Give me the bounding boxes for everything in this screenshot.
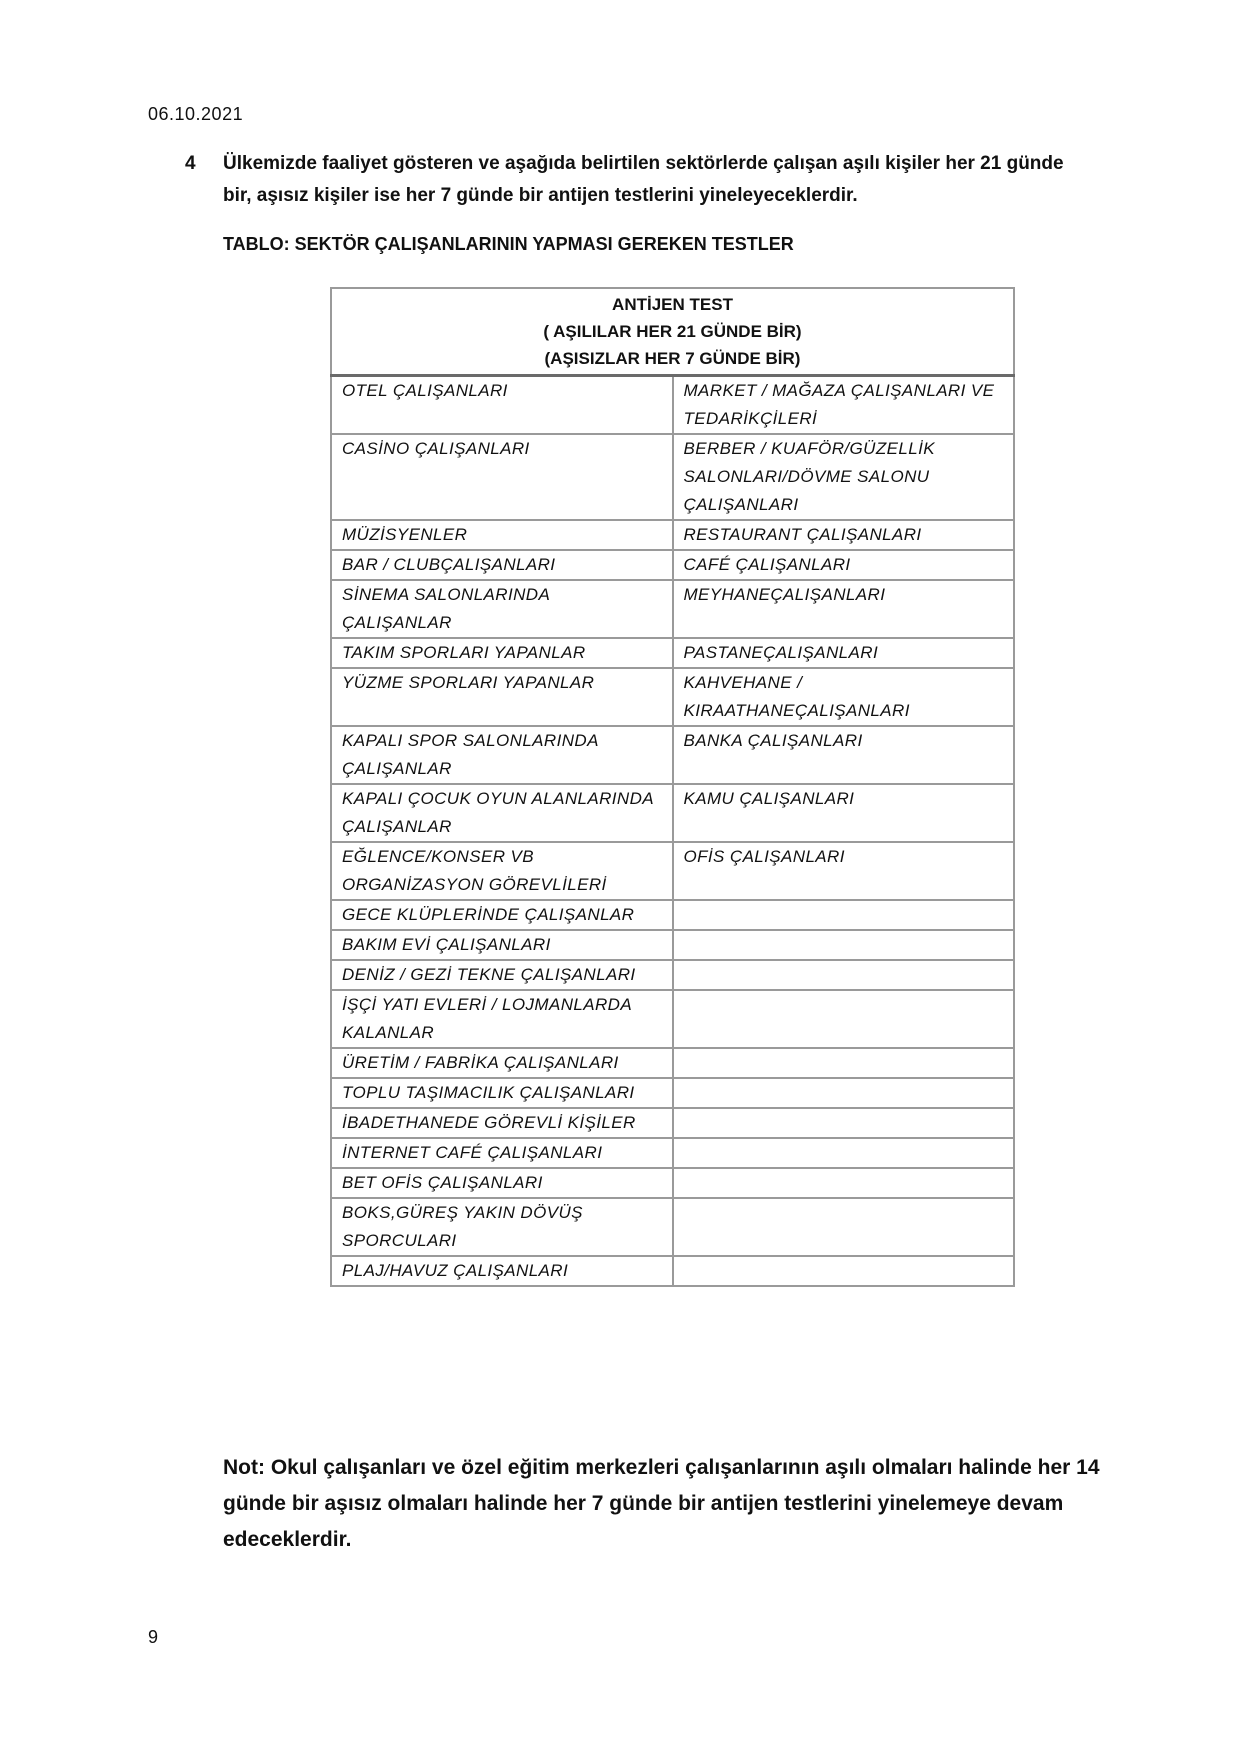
table-row <box>331 638 1014 668</box>
table-row <box>331 376 1014 435</box>
document-date: 06.10.2021 <box>148 104 244 124</box>
table-cell-left: EĞLENCE/KONSER VB ORGANİZASYON GÖREVLİLERİ <box>331 842 673 900</box>
table-row <box>331 1078 1014 1108</box>
table-cell-left: TOPLU TAŞIMACILIK ÇALIŞANLARI <box>331 1078 673 1108</box>
header-line-unvaccinated: (AŞISIZLAR HER 7 GÜNDE BİR) <box>544 349 801 368</box>
table-row <box>331 1198 1014 1256</box>
table-cell-left: PLAJ/HAVUZ ÇALIŞANLARI <box>331 1256 673 1286</box>
table-cell-right <box>673 960 1015 990</box>
table-cell-right: CAFÉ ÇALIŞANLARI <box>673 550 1015 580</box>
table-row <box>331 900 1014 930</box>
table-cell-right <box>673 1048 1015 1078</box>
table-row <box>331 960 1014 990</box>
table-cell-left: CASİNO ÇALIŞANLARI <box>331 434 673 520</box>
table-cell-right <box>673 930 1015 960</box>
table-row <box>331 1168 1014 1198</box>
table-cell-right <box>673 1256 1015 1286</box>
table-row <box>331 726 1014 784</box>
table-cell-right <box>673 1108 1015 1138</box>
table-cell-left: BET OFİS ÇALIŞANLARI <box>331 1168 673 1198</box>
table-row <box>331 434 1014 520</box>
table-cell-left: MÜZİSYENLER <box>331 520 673 550</box>
table-row <box>331 1048 1014 1078</box>
table-cell-left: BOKS,GÜREŞ YAKIN DÖVÜŞ SPORCULARI <box>331 1198 673 1256</box>
table-cell-right: RESTAURANT ÇALIŞANLARI <box>673 520 1015 550</box>
table-row <box>331 990 1014 1048</box>
table-cell-right: MARKET / MAĞAZA ÇALIŞANLARI VE TEDARİKÇİLERİ <box>673 376 1015 435</box>
table-cell-left: İNTERNET CAFÉ ÇALIŞANLARI <box>331 1138 673 1168</box>
table-cell-left: SİNEMA SALONLARINDA ÇALIŞANLAR <box>331 580 673 638</box>
table-cell-right <box>673 1198 1015 1256</box>
header-line-title: ANTİJEN TEST <box>612 295 733 314</box>
table-header-row <box>331 288 1014 376</box>
table-cell-right: KAHVEHANE / KIRAATHANEÇALIŞANLARI <box>673 668 1015 726</box>
table-row <box>331 580 1014 638</box>
list-item-4 <box>185 148 1085 212</box>
table-cell-left: OTEL ÇALIŞANLARI <box>331 376 673 435</box>
table-cell-left: KAPALI SPOR SALONLARINDA ÇALIŞANLAR <box>331 726 673 784</box>
table-row <box>331 930 1014 960</box>
table-cell-right <box>673 990 1015 1048</box>
table-cell-left: BAR / CLUBÇALIŞANLARI <box>331 550 673 580</box>
table-cell-left: KAPALI ÇOCUK OYUN ALANLARINDA ÇALIŞANLAR <box>331 784 673 842</box>
page-number: 9 <box>148 1627 159 1647</box>
table-row <box>331 1256 1014 1286</box>
table-cell-right: OFİS ÇALIŞANLARI <box>673 842 1015 900</box>
header-line-vaccinated: ( AŞILILAR HER 21 GÜNDE BİR) <box>543 322 802 341</box>
table-cell-right <box>673 1078 1015 1108</box>
note-paragraph: Not: Okul çalışanları ve özel eğitim merkezleri çalışanlarının aşılı olmaları halinde her 14 günde bir aşısız olmaları halinde her 7 günde bir antijen testlerini yinelemeye devam edeceklerdir. <box>223 1456 1100 1551</box>
table-row <box>331 668 1014 726</box>
table-cell-left: BAKIM EVİ ÇALIŞANLARI <box>331 930 673 960</box>
list-item-text: Ülkemizde faaliyet gösteren ve aşağıda belirtilen sektörlerde çalışan aşılı kişiler her 21 günde bir, aşısız kişiler ise her 7 günde bir antijen testlerini yineleyeceklerdir. <box>223 153 1064 206</box>
table-cell-right: PASTANEÇALIŞANLARI <box>673 638 1015 668</box>
list-item-number: 4 <box>185 153 196 174</box>
table-title: TABLO: SEKTÖR ÇALIŞANLARININ YAPMASI GEREKEN TESTLER <box>223 234 794 254</box>
table-cell-left: İBADETHANEDE GÖREVLİ KİŞİLER <box>331 1108 673 1138</box>
table-header-cell <box>331 288 1014 376</box>
table-cell-right <box>673 900 1015 930</box>
table-row <box>331 784 1014 842</box>
table-cell-left: GECE KLÜPLERİNDE ÇALIŞANLAR <box>331 900 673 930</box>
table-cell-left: İŞÇİ YATI EVLERİ / LOJMANLARDA KALANLAR <box>331 990 673 1048</box>
table-cell-right <box>673 1138 1015 1168</box>
table-cell-right <box>673 1168 1015 1198</box>
table-cell-right: BERBER / KUAFÖR/GÜZELLİK SALONLARI/DÖVME SALONU ÇALIŞANLARI <box>673 434 1015 520</box>
table-row <box>331 550 1014 580</box>
table-cell-left: ÜRETİM / FABRİKA ÇALIŞANLARI <box>331 1048 673 1078</box>
table-row <box>331 520 1014 550</box>
table-body <box>331 376 1014 1287</box>
table-cell-right: MEYHANEÇALIŞANLARI <box>673 580 1015 638</box>
table-row <box>331 1108 1014 1138</box>
table-cell-right: BANKA ÇALIŞANLARI <box>673 726 1015 784</box>
table-cell-left: TAKIM SPORLARI YAPANLAR <box>331 638 673 668</box>
table-row <box>331 842 1014 900</box>
sector-test-table <box>330 287 1015 1287</box>
table-cell-left: DENİZ / GEZİ TEKNE ÇALIŞANLARI <box>331 960 673 990</box>
table-row <box>331 1138 1014 1168</box>
table-cell-right: KAMU ÇALIŞANLARI <box>673 784 1015 842</box>
table-cell-left: YÜZME SPORLARI YAPANLAR <box>331 668 673 726</box>
